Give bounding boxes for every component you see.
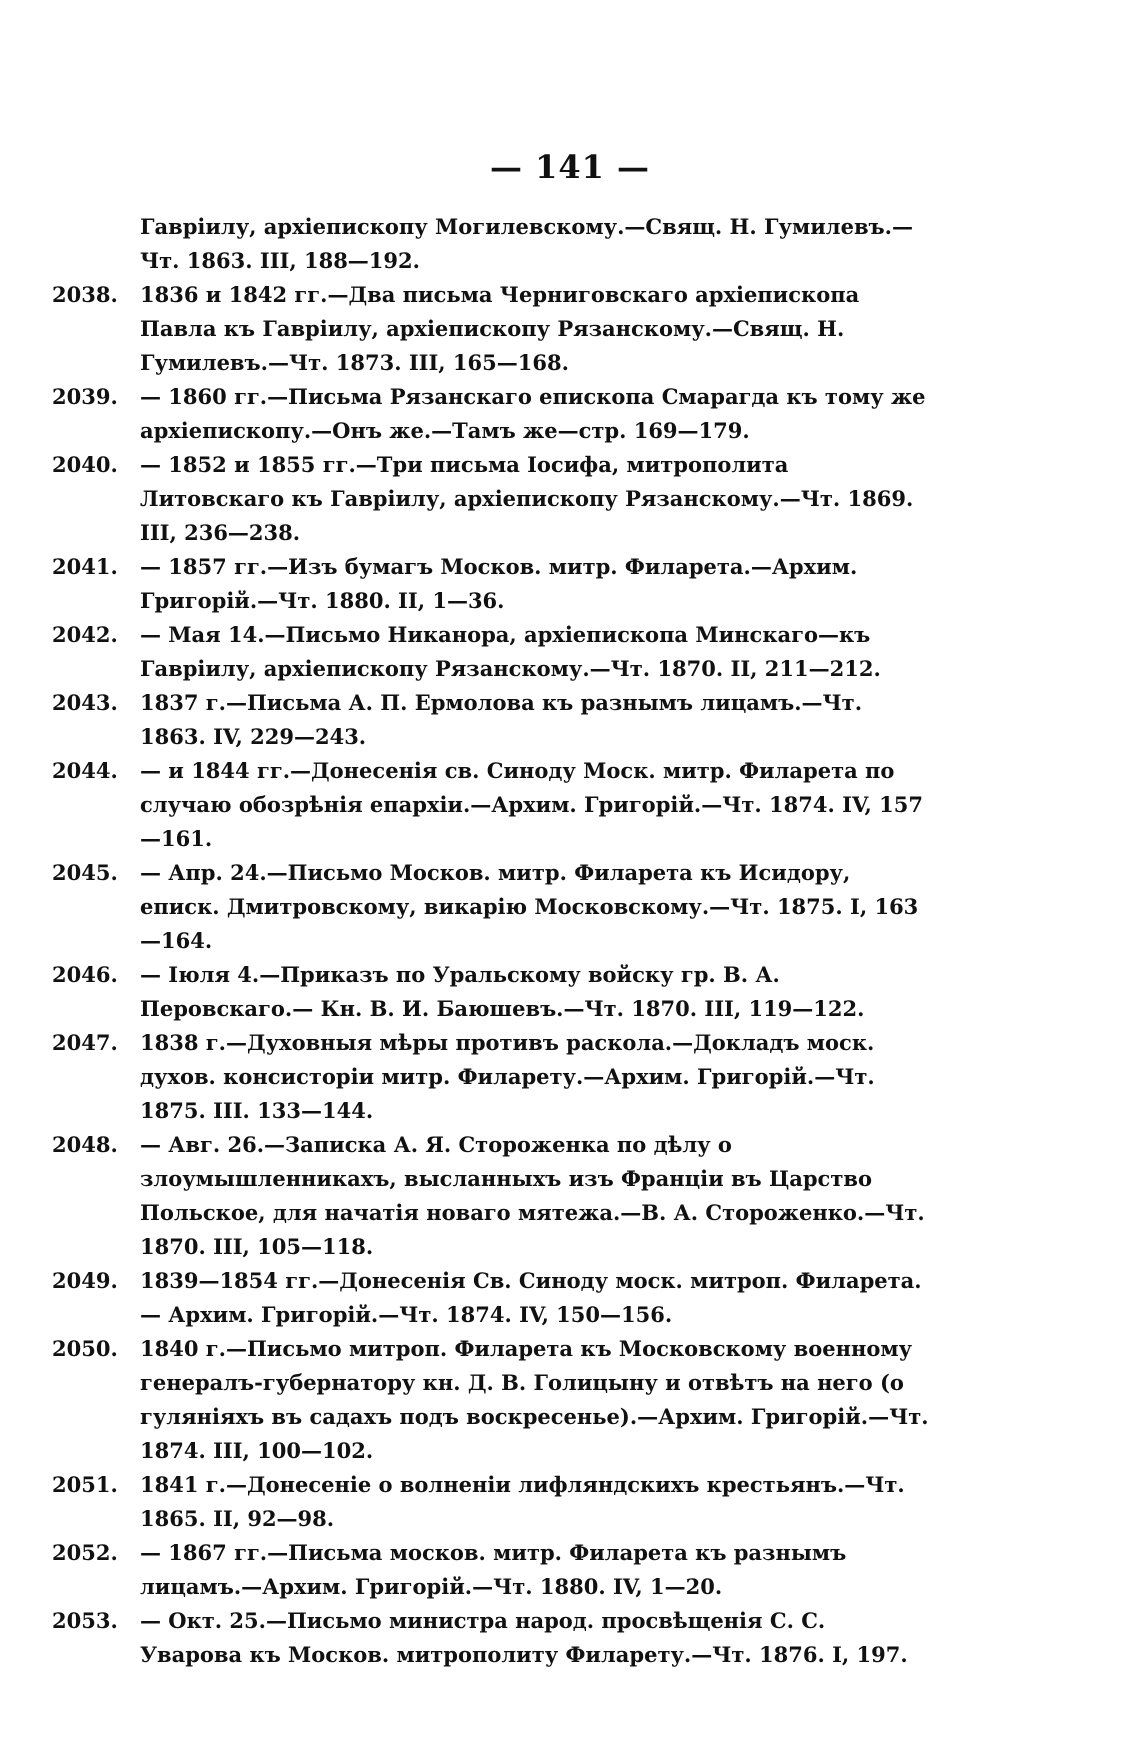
entry-number: 2038. [52, 282, 118, 307]
list-item [52, 1536, 932, 1604]
list-item [52, 618, 932, 686]
list-item [52, 958, 932, 1026]
bibliography-list [52, 210, 932, 1672]
entry-text: 1837 г.—Письма А. П. Ермолова къ разнымъ лицамъ.—Чт. 1863. IV, 229—243. [140, 690, 863, 749]
entry-number: 2049. [52, 1268, 118, 1293]
entry-number: 2048. [52, 1132, 118, 1157]
list-item [52, 1604, 932, 1672]
entry-number: 2043. [52, 690, 118, 715]
entry-text: 1841 г.—Донесенiе о волненiи лифляндскихъ крестьянъ.—Чт. 1865. II, 92—98. [140, 1472, 905, 1531]
entry-text: — Мая 14.—Письмо Никанора, архiепископа Минскаго—къ Гаврiилу, архiепископу Рязанскому.—Чт. 1870. II, 211—212. [140, 622, 881, 681]
entry-text: — и 1844 гг.—Донесенiя св. Синоду Моск. митр. Филарета по случаю обозрѣнiя епархiи.—Архим. Григорiй.—Чт. 1874. IV, 157—161. [140, 758, 924, 851]
entry-text: — Iюля 4.—Приказъ по Уральскому войску гр. В. А. Перовскаго.— Кн. В. И. Баюшевъ.—Чт. 1870. III, 119—122. [140, 962, 865, 1021]
entry-text: 1836 и 1842 гг.—Два письма Черниговскаго архiепископа Павла къ Гаврiилу, архiепископу Рязанскому.—Свящ. Н. Гумилевъ.—Чт. 1873. III, 165—168. [140, 282, 860, 375]
list-item [52, 1332, 932, 1468]
list-item [52, 1128, 932, 1264]
entry-text: Гаврiилу, архiепископу Могилевскому.—Свящ. Н. Гумилевъ.—Чт. 1863. III, 188—192. [140, 214, 913, 273]
entry-number: 2040. [52, 452, 118, 477]
page-number: — 141 — [489, 148, 651, 186]
entry-text: — Апр. 24.—Письмо Москов. митр. Филарета къ Исидору, епиcк. Дмитровскому, викарiю Московскому.—Чт. 1875. I, 163—164. [140, 860, 919, 953]
entry-text: — Окт. 25.—Письмо министра народ. просвѣщенiя С. С. Уварова къ Москов. митрополиту Филарету.—Чт. 1876. I, 197. [140, 1608, 908, 1667]
entry-text: — 1857 гг.—Изъ бумагъ Москов. митр. Филарета.—Архим. Григорiй.—Чт. 1880. II, 1—36. [140, 554, 858, 613]
list-item [52, 1468, 932, 1536]
entry-text: — Авг. 26.—Записка А. Я. Стороженка по дѣлу о злоумышленникахъ, высланныхъ изъ Францiи въ Царство Польское, для начатiя новаго мятежа.—В. А. Стороженко.—Чт. 1870. III, 105—118. [140, 1132, 925, 1259]
entry-text: — 1852 и 1855 гг.—Три письма Iосифа, митрополита Литовскаго къ Гаврiилу, архiепископу Рязанскому.—Чт. 1869. III, 236—238. [140, 452, 914, 545]
entry-number: 2045. [52, 860, 118, 885]
entry-number: 2051. [52, 1472, 118, 1497]
entry-number: 2052. [52, 1540, 118, 1565]
entry-number: 2042. [52, 622, 118, 647]
list-item [52, 1264, 932, 1332]
entry-number: 2044. [52, 758, 118, 783]
entry-text: 1839—1854 гг.—Донесенiя Св. Синоду моск. митроп. Филарета.— Архим. Григорiй.—Чт. 1874. IV, 150—156. [140, 1268, 922, 1327]
list-item [52, 856, 932, 958]
entry-number: 2053. [52, 1608, 118, 1633]
entry-number: 2039. [52, 384, 118, 409]
list-item [52, 380, 932, 448]
entry-text: — 1867 гг.—Письма москов. митр. Филарета къ разнымъ лицамъ.—Архим. Григорiй.—Чт. 1880. IV, 1—20. [140, 1540, 847, 1599]
entry-text: 1840 г.—Письмо митроп. Филарета къ Московскому военному генералъ-губернатору кн. Д. В. Голицыну и отвѣтъ на него (о гулянiяхъ въ садахъ подъ воскресенье).—Архим. Григорiй.—Чт. 1874. III, 100—102. [140, 1336, 929, 1463]
entry-number: 2046. [52, 962, 118, 987]
entry-text: 1838 г.—Духовныя мѣры противъ раскола.—Докладъ моск. духов. консисторiи митр. Филарету.—Архим. Григорiй.—Чт. 1875. III. 133—144. [140, 1030, 875, 1123]
entry-number: 2047. [52, 1030, 118, 1055]
entry-number: 2041. [52, 554, 118, 579]
list-item [52, 210, 932, 278]
entry-text: — 1860 гг.—Письма Рязанскаго епископа Смарагда къ тому же архiепископу.—Онъ же.—Тамъ же—стр. 169—179. [140, 384, 926, 443]
entry-number: 2050. [52, 1336, 118, 1361]
list-item [52, 278, 932, 380]
list-item [52, 550, 932, 618]
list-item [52, 686, 932, 754]
list-item [52, 448, 932, 550]
list-item [52, 754, 932, 856]
list-item [52, 1026, 932, 1128]
